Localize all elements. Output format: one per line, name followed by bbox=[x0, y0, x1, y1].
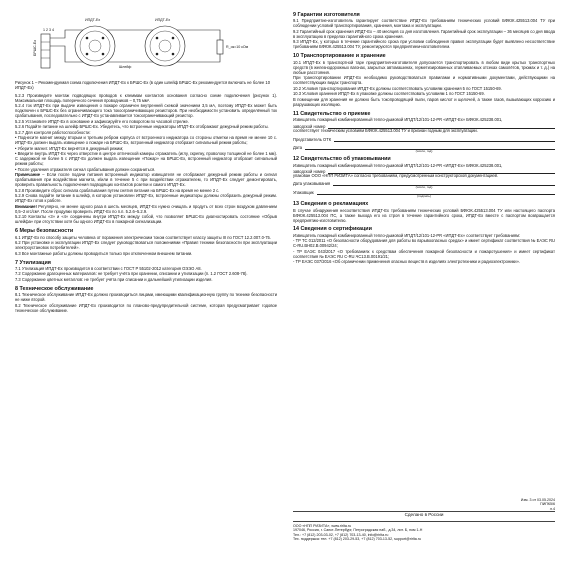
section-heading: 6 Меры безопасности bbox=[15, 228, 74, 235]
blank-line bbox=[334, 137, 555, 142]
paragraph: 10.1 ИПДТ-Ех в транспортной таре предприятия-изготовителя допускается транспортировать в любом виде крытых транспортных средств (в железнодорожных вагонах, закрытых автомашинах, герметизированных отапливаемых отсеках самолётов, трюмах и т. д.) на любые расстояния. bbox=[293, 59, 555, 75]
section-heading: 11 Свидетельство о приемке bbox=[293, 110, 371, 117]
section-heading: 12 Свидетельство об упаковывании bbox=[293, 156, 391, 163]
sign-hint: (число, год) bbox=[415, 185, 433, 190]
serial-label: заводской номер bbox=[293, 123, 326, 129]
company-phones: Тел.: +7 (812) 203-03-02, +7 (812) 703-13-40, info@rirlta.ru bbox=[293, 532, 389, 537]
block-terminals: 1 2 3 4 bbox=[43, 28, 54, 32]
sign-hint: (число, год) bbox=[415, 148, 433, 153]
paragraph: 6.2 При установке и эксплуатации ИПДТ-Ех следует руководствоваться положениями «Правил техники безопасности при эксплуатации электроустановок потребителей». bbox=[15, 240, 277, 251]
paragraph: • После удаления отражателя сигнал срабатывания должен сохраниться. bbox=[15, 166, 156, 172]
sign-hint: (подпись) bbox=[417, 193, 431, 198]
section-heading: 10 Транспортирование и хранение bbox=[293, 53, 386, 60]
paragraph: Извещатель пожарный комбинированный тепло-дымовой ИПДТ/12/101-12-РR «ИПДТ-Ех» соответствует требованиям: bbox=[293, 232, 521, 238]
paragraph: 5.2.10 Контакты «3» и «4» соединены внутри ИПДТ-Ех между собой, что позволяет БРШС-Ех диагностировать состояние «Обрыв шлейфа» при отсутствии хотя бы одного ИПДТ-Ех в пожарной сигнализации. bbox=[15, 214, 277, 225]
packer-label: Упаковщик bbox=[293, 189, 314, 195]
paragraph: Извещатель пожарный комбинированный тепло-дымовой ИПДТ/12/101-12-РR «ИПДТ-Ех» БФЮК.425238.001, bbox=[293, 162, 503, 168]
packing-date-label: Дата упаковывания bbox=[293, 181, 331, 187]
resistor-label: R_ок=10 кОм bbox=[226, 45, 249, 49]
revision-note bbox=[470, 498, 555, 511]
paragraph: 7.3 Содержание цветных металлов: не требует учёта при списании и дальнейшей утилизации изделия. bbox=[15, 277, 213, 283]
paragraph: 6.3 Все монтажные работы должны проводиться только при отключенном внешнем питании. bbox=[15, 250, 193, 256]
section-heading: 8 Техническое обслуживание bbox=[15, 285, 94, 292]
note-lead: Примечание bbox=[15, 172, 41, 178]
connection-diagram bbox=[15, 12, 277, 79]
right-column bbox=[293, 12, 555, 452]
manufacturer-info bbox=[293, 524, 555, 542]
paragraph: При транспортировании ИПДТ-Ех необходимо руководствоваться правилами и нормативными документами, действующими на соответствующих видах транспорта. bbox=[293, 75, 555, 86]
zone-label: Шлейф bbox=[119, 65, 132, 69]
paragraph: • Поднесите магнит между вторым и третьим ребром корпуса от встроенного индикатора со стороны отметки на время не менее 10 с. ИПДТ-Ех должен выдать извещение о пожаре на БРШС-Ех, встроенный индикатор отобразит сигнальный режим работы; bbox=[15, 135, 277, 146]
paragraph: - ТР ЕАЭС 043/2017 «О требованиях к средствам обеспечения пожарной безопасности и пожаротушения» и имеет сертификат соответствия № ЕАЭС RU C-RU.ЧС13.В.00191/21; bbox=[293, 248, 555, 259]
paragraph: 10.3 Условия хранения ИПДТ-Ех в упаковке должны соответствовать условиям 1 по ГОСТ 15150-69. bbox=[293, 91, 485, 97]
section-heading: 14 Сведения о сертификации bbox=[293, 226, 372, 233]
section-heading: 7 Утилизация bbox=[15, 259, 51, 266]
issue-date: Изм. 3 от 03.05.2024 bbox=[520, 498, 555, 502]
blank-line bbox=[333, 181, 555, 186]
paragraph: 7.2 Содержание драгоценных материалов: не требует учёта при хранении, списании и утилизации (п. 1.2 ГОСТ 2.608-78). bbox=[15, 271, 248, 277]
paragraph: 9.1 Предприятие-изготовитель гарантирует соответствие ИПДТ-Ех требованиям технических условий БФЮК.425513.004 ТУ при соблюдении условий транспортирования, хранения, монтажа и эксплуатации. bbox=[293, 18, 555, 29]
serial-label: заводской номер bbox=[293, 169, 326, 175]
paragraph: • Уберите магнит. ИПДТ-Ех вернётся в дежурный режим; bbox=[15, 145, 124, 151]
paragraph: 8.1 Техническое обслуживание ИПДТ-Ех должно производиться лицами, имеющими квалификационную группу по технике безопасности не ниже второй. bbox=[15, 292, 277, 303]
blank-line bbox=[317, 190, 555, 195]
paragraph: 5.2.8 Произведите сброс сигнала срабатывания путем снятия питания на БРШС-Ех на время не менее 2 с. bbox=[15, 187, 220, 193]
tech-support: Тех. поддержка: тел. +7 (812) 203-29-53, +7 (812) 703-13-52, support@rirlta.ru bbox=[293, 537, 421, 542]
paragraph: 9.3 ИПДТ-Ех, у которых в течение гарантийного срока при условии соблюдения правил эксплуатации будет выявлено несоответствие требованиям БФЮК.425513.004 ТУ, ремонтируются предприятием-изготовителем. bbox=[293, 39, 555, 50]
footer-divider bbox=[293, 521, 555, 522]
paragraph: 7.1 Утилизация ИПДТ-Ех производится в соответствии с ГОСТ Р 55102-2012 категория ОЭЭО А8. bbox=[15, 265, 202, 271]
paragraph: - ТР ЕАЭС 037/2016 «Об ограничении применения опасных веществ в изделиях электротехники и радиоэлектроники». bbox=[293, 259, 520, 265]
paragraph: 10.2 Условия транспортирования ИПДТ-Ех должны соответствовать условиям хранения 5 по ГОСТ 15150-69. bbox=[293, 85, 502, 91]
paragraph: 5.2.3 Произведите монтаж подводящих проводов к клеммам контактов основания согласно схеме подключения (рисунок 1). Максимальная площадь поперечного сечения проводников – 0,75 мм². bbox=[15, 92, 277, 103]
section-heading: 13 Сведения о рекламациях bbox=[293, 201, 369, 208]
otk-field bbox=[293, 137, 555, 142]
left-column bbox=[15, 12, 277, 552]
warning-paragraph bbox=[15, 205, 277, 215]
warning-lead: Внимание! bbox=[15, 203, 37, 209]
otk-label: Представитель ОТК bbox=[293, 136, 332, 142]
paragraph: • Введите внутрь ИПДТ-Ех через отверстие в центре оптической камеры отражатель (иглу, скрепку, проволоку толщиной не более 1 мм). С задержкой не более 5 с ИПДТ-Ех должен выдать извещение «Пожар» на БРШС-Ех, встроенный индикатор отобразит сигнальный режим работы; bbox=[15, 151, 277, 167]
sheet-number: л.4 bbox=[549, 506, 555, 511]
warning-text: Регулярно, не менее одного раза в шесть месяцев, ИПДТ-Ех нужно очищать и продуть от всех строн воздухом давлением 0,5–2 кгс/см². После продувки проверить ИПДТ-Ех по п.п. 5.2.6–5.2.9. bbox=[15, 203, 277, 214]
paragraph: соответствует техническим условиям БФЮК.425513.004 ТУ и признан годным для эксплуатации. bbox=[293, 127, 478, 133]
paragraph: Извещатель пожарный комбинированный тепло-дымовой ИПДТ/12/101-12-РR «ИПДТ-Ех» БФЮК.425238.001, bbox=[293, 117, 503, 123]
detector-1-label: ИПДТ-Ех bbox=[85, 18, 101, 22]
paragraph: 5.2.5 Установите ИПДТ-Ех в основание и зафиксируйте его поворотом по часовой стрелке. bbox=[15, 118, 189, 124]
made-in-russia: Сделано в России bbox=[404, 512, 444, 517]
paragraph: 5.2.7 Для контроля работоспособности: bbox=[15, 129, 91, 135]
paragraph: 5.2.9 Снова подайте питание в шлейф, в котором установлен ИПДТ-Ех, встроенные индикаторы должны отобразить дежурный режим. ИПДТ-Ех готов к работе. bbox=[15, 193, 277, 204]
detector-2-label: ИПДТ-Ех bbox=[155, 18, 171, 22]
company-name: ООО «НПП РИЗИТА», www.rirlta.ru bbox=[293, 524, 352, 528]
date-label: Дата bbox=[293, 144, 303, 150]
block-label: БРШС-Ех bbox=[33, 39, 37, 56]
company-address: 197046, Россия, г. Санкт-Петербург, Петроградская наб., д.34, лит. Б, пом 1-Н bbox=[293, 528, 423, 533]
doc-code: ПИПК5/6 bbox=[540, 502, 555, 507]
paragraph: 5.2.6 Подайте питание на шлейф БРШС-Ех. Убедитесь, что встроенные индикаторы ИПДТ-Ех отображают дежурный режим работы. bbox=[15, 124, 269, 130]
paragraph: упакован ООО «НПП РИЗИТА» согласно требованиям, предусмотренным конструкторской документацией. bbox=[293, 173, 499, 179]
paragraph: - ТР ТС 012/2011 «О безопасности оборудования для работы во взрывоопасных средах» и имеет сертификат соответствия № ЕАЭС RU C-RU.ВН02.В.00942/24; bbox=[293, 238, 555, 249]
note-paragraph bbox=[15, 173, 277, 188]
paragraph: В помещении для хранения не должно быть токопроводящей пыли, паров кислот и щелочей, а также газов, вызывающих коррозию и разрушающих изоляцию. bbox=[293, 96, 555, 107]
section-heading: 9 Гарантии изготовителя bbox=[293, 12, 360, 18]
figure-caption: Рисунок 1 – Рекомендуемая схема подключения ИПДТ-Ех к БРШС-Ех (в один шлейф БРШС-Ех рекомендуется включать не более 10 ИПДТ-Ех) bbox=[15, 80, 270, 90]
paragraph: 9.2 Гарантийный срок хранения ИПДТ-Ех – 40 месяцев со дня изготовления. Гарантийный срок эксплуатации – 36 месяцев со дня ввода в эксплуатацию в пределах гарантийного срока хранения. bbox=[293, 28, 555, 39]
paragraph: 8.2 Техническое обслуживание ИПДТ-Ех производится по планово-предупредительной системе, которая предусматривает годовое техническое обслуживание. bbox=[15, 302, 277, 313]
note-text: – Если после подачи питания встроенный индикатор извещателя не отображает дежурный режим работы и сигнал срабатывания при воздействии магнита, и/или в течение 5 с при воздействии отражателем, то ИПДТ-Ех следует демонтировать, проверить правильность подключения подводящих контактов розетки и самого ИПДТ-Ех. bbox=[15, 172, 277, 188]
paragraph: В случае обнаружения несоответствия ИПДТ-Ех требованиям технических условий БФЮК.425513.004 ТУ или настоящего паспорта БФЮК.425513.004 ПС, а также выхода его из строя в течение гарантийного срока, ИПДТ-Ех вместе с паспортом возвращается предприятию-изготовителю. bbox=[293, 207, 555, 223]
paragraph: 5.2.4 ток ИПДТ-Ех при выдаче извещения о пожаре ограничен внутренней схемой значением 3,5 мА, поэтому ИПДТ-Ех может быть подключен к БРШС-Ех без ограничивающего тока токоограничивающих резисторов. При необходимости установить определённый ток срабатывания, последовательно с ИПДТ-Ех устанавливается токоограничивающий резистор. bbox=[15, 103, 277, 118]
paragraph: 6.1 ИПДТ-Ех по способу защиты человека от поражения электрическим током соответствует классу защиты III по ГОСТ 12.2.007.0-75. bbox=[15, 234, 271, 240]
